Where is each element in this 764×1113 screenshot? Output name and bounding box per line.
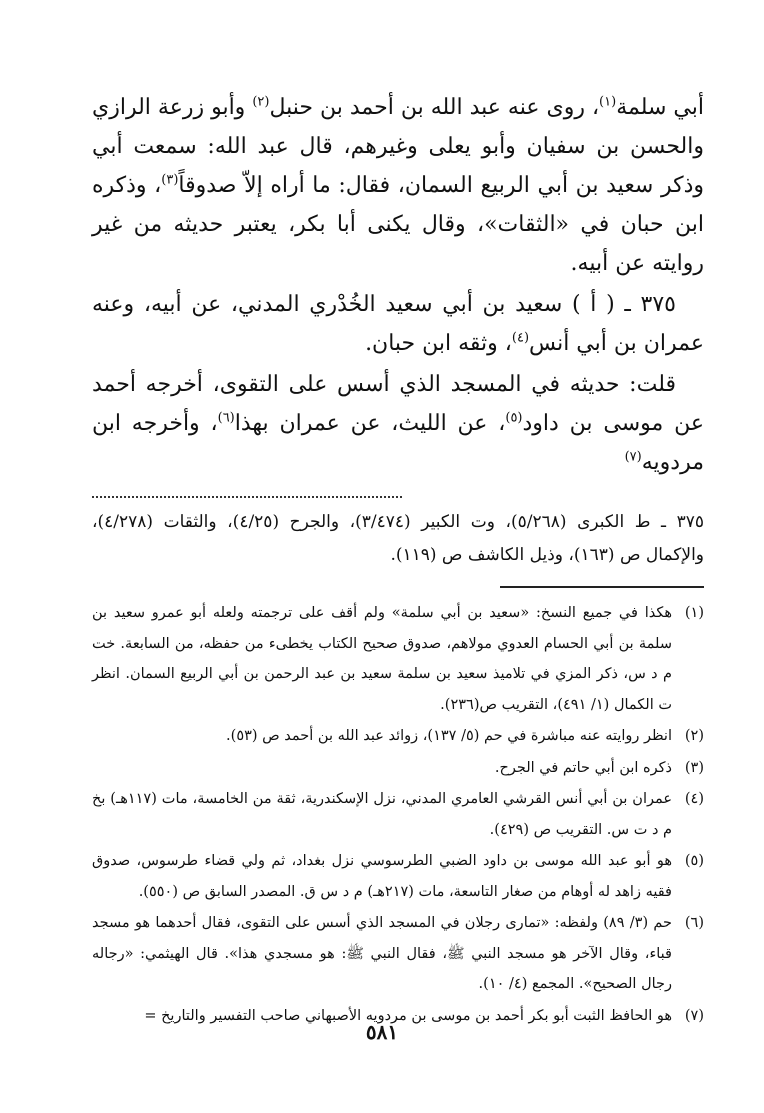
footnote-number: (٤) — [684, 791, 704, 807]
footnote-number: (٢) — [684, 728, 704, 744]
footnote-text: هكذا في جميع النسخ: «سعيد بن أبي سلمة» ولم أقف على ترجمته ولعله أبو عمرو سعيد بن سلمة بن أبي الحسام العدوي مولاهم، صدوق صحيح الكتاب يخطىء من حفظه، من السابعة. خت م د س، ذكر المزي في تلاميذ سعيد بن سلمة سعيد بن عبد الرحمن بن أبي الربيع السمان. انظر ت الكمال (١/ ٤٩١)، التقريب ص(٢٣٦). — [92, 605, 672, 713]
text-span: ، وأخرجه ابن مردويه — [92, 411, 704, 475]
source-references: ٣٧٥ ـ ط الكبرى (٥/٢٦٨)، وت الكبير (٣/٤٧٤)، والجرح (٤/٢٥)، والثقات (٤/٢٧٨)، والإكمال ص (١٦٣)، وذيل الكاشف ص (١١٩). — [92, 512, 705, 565]
footnote-divider — [500, 586, 704, 588]
text-span: ، روى عنه عبد الله بن أحمد بن حنبل — [269, 95, 600, 120]
text-span: قلت: حديثه في المسجد الذي أسس على التقوى، أخرجه أحمد عن موسى بن داود — [92, 372, 704, 436]
footnote-text: عمران بن أبي أنس القرشي العامري المدني، نزل الإسكندرية، ثقة من الخامسة، مات (١١٧هـ) بخ م د ت س. التقريب ص (٤٢٩). — [92, 791, 673, 838]
text-span: وأبو زرعة الرازي والحسن بن سفيان وأبو يعلى وغيرهم، قال عبد الله: سمعت أبي وذكر سعيد بن أبي الربيع السمان، فقال: ما أراه إلاّ صدوقاً — [92, 95, 704, 198]
page-number: ٥٨١ — [365, 1020, 399, 1044]
footnote-ref-5[interactable]: (٥) — [505, 410, 523, 426]
footnote-number: (٧) — [684, 1007, 704, 1024]
footnote-number: (١) — [684, 605, 704, 621]
main-paragraph-2 — [92, 285, 704, 363]
footnote-ref-2[interactable]: (٢) — [252, 94, 270, 110]
dotted-separator — [92, 486, 402, 498]
main-paragraph-1 — [92, 88, 704, 283]
footnote-5 — [92, 846, 704, 907]
footnote-6 — [92, 908, 704, 1000]
footnote-1 — [92, 598, 704, 720]
footnote-ref-6[interactable]: (٦) — [217, 410, 235, 426]
footnote-2 — [92, 721, 704, 752]
footnote-4 — [92, 784, 704, 845]
text-span: ، وثقه ابن حبان. — [365, 331, 512, 356]
text-span: ، وذكره ابن حبان في «الثقات»، وقال يكنى أبا بكر، يعتبر حديثه من غير روايته عن أبيه. — [92, 173, 704, 276]
footnote-ref-4[interactable]: (٤) — [511, 330, 530, 346]
text-span: أبي سلمة — [616, 95, 704, 120]
footnote-ref-1[interactable]: (١) — [599, 94, 617, 110]
footnote-text: هو أبو عبد الله موسى بن داود الضبي الطرسوسي نزل بغداد، ثم ولي قضاء طرسوس، صدوق فقيه زاهد له أوهام من صغار التاسعة، مات (٢١٧هـ) م د س ق. المصدر السابق ص (٥٥٠). — [92, 853, 672, 900]
footnote-text: حم (٣/ ٨٩) ولفظه: «تمارى رجلان في المسجد الذي أسس على التقوى، فقال أحدهما هو مسجد قباء، وقال الآخر هو مسجد النبي ﷺ، فقال النبي ﷺ: هو مسجدي هذا». قال الهيثمي: «رجاله رجال الصحيح». المجمع (٤/ ١٠). — [92, 915, 672, 992]
footnote-text: ذكره ابن أبي حاتم في الجرح. — [494, 759, 672, 776]
text-span: ٣٧٥ ـ ( أ ) سعيد بن أبي سعيد الخُدْري المدني، عن أبيه، وعنه عمران بن أبي أنس — [92, 292, 704, 356]
main-paragraph-3 — [92, 365, 704, 482]
footnote-ref-3[interactable]: (٣) — [161, 172, 179, 188]
footnote-3 — [92, 753, 704, 784]
footnote-text: انظر روايته عنه مباشرة في حم (٥/ ١٣٧)، زوائد عبد الله بن أحمد ص (٥٣). — [226, 728, 672, 744]
footnote-text: هو الحافظ الثبت أبو بكر أحمد بن موسى بن مردويه الأصبهاني صاحب التفسير والتاريخ = — [144, 1007, 672, 1024]
footnote-number: (٦) — [684, 915, 704, 931]
text-span: ، عن الليث، عن عمران بهذا — [234, 411, 506, 436]
footnote-ref-7[interactable]: (٧) — [624, 449, 642, 465]
footnote-number: (٣) — [684, 759, 704, 776]
footnote-number: (٥) — [684, 853, 704, 869]
footnotes-section — [92, 598, 704, 1031]
